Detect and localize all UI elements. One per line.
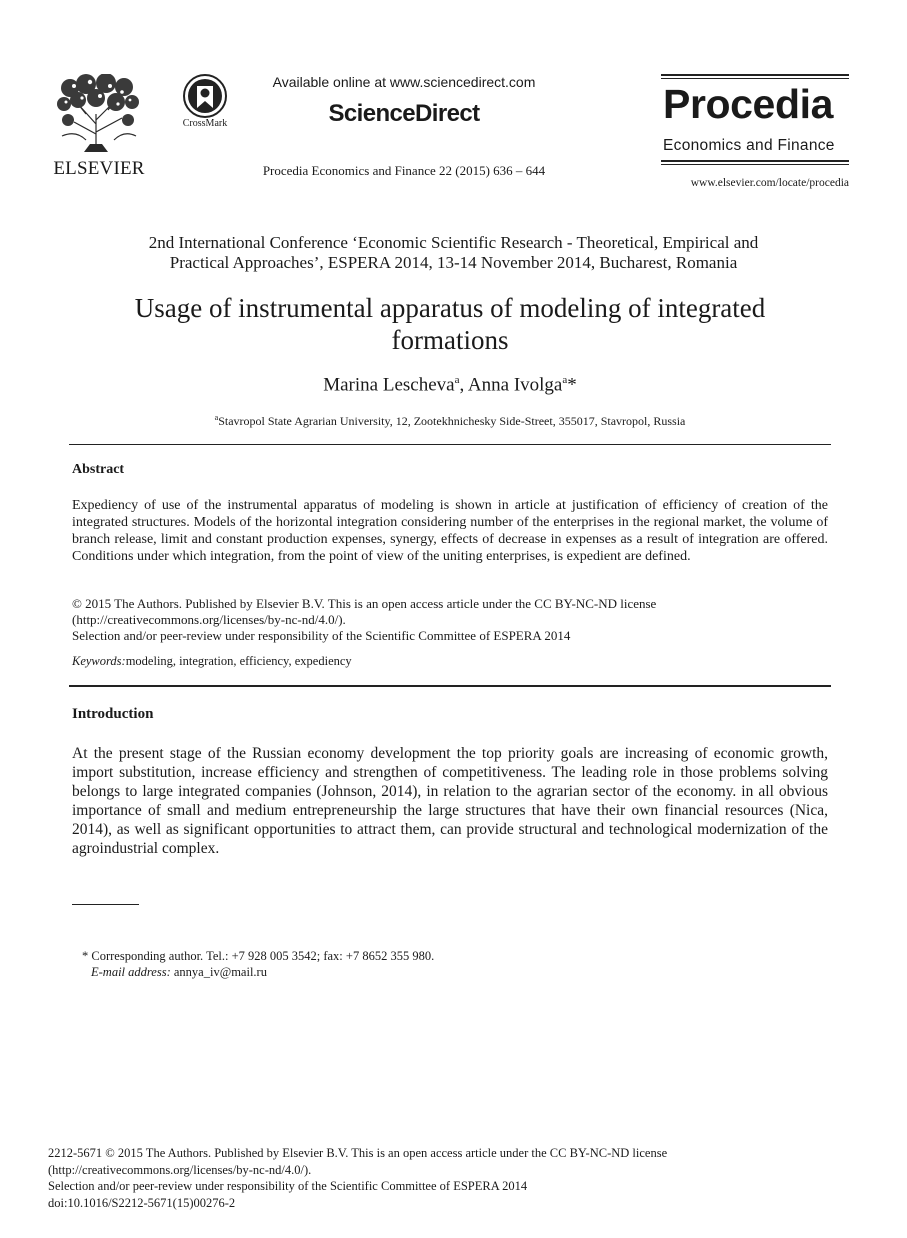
logo-rule: [661, 164, 849, 165]
elsevier-logo: [52, 74, 146, 178]
section-divider: [69, 444, 831, 445]
keywords-label: Keywords:: [72, 654, 126, 668]
footnote: [82, 948, 782, 980]
introduction-heading: Introduction: [72, 706, 154, 722]
crossmark-logo[interactable]: [177, 74, 233, 134]
introduction-body: At the present stage of the Russian economy development the top priority goals are increasing of economic growth, import substitution, increase efficiency and strengthen of competitiveness. The leading role in those problems solving belongs to large integrated companies (Johnson, 2014), in relation to the agrarian sector of the economy. in all obvious importance of small and medium entrepreneurship the large structures that have their own financial resources (Nica, 2014), as well as significant opportunities to attract them, can provide structural and technological modernization of the agroindustrial complex.: [72, 745, 828, 857]
email-label: E-mail address:: [91, 965, 171, 979]
affiliation-marker: a: [454, 374, 460, 386]
copyright-line: © 2015 The Authors. Published by Elsevier B.V. This is an open access article under the CC BY-NC-ND license: [72, 596, 657, 611]
bottom-license-note: [48, 1145, 828, 1211]
conference-name: [60, 233, 847, 273]
affiliation-marker: a: [214, 413, 219, 422]
abstract-heading: Abstract: [72, 462, 125, 477]
journal-url-link[interactable]: www.elsevier.com/locate/procedia: [690, 177, 849, 189]
author-list: [60, 374, 840, 396]
paper-title: [60, 292, 840, 356]
procedia-logo: [661, 74, 849, 192]
license-link[interactable]: (http://creativecommons.org/licenses/by-nc-nd/4.0/).: [48, 1162, 312, 1177]
section-divider: [69, 685, 831, 687]
sciencedirect-logo: ScienceDirect: [328, 100, 480, 127]
author-name: Anna Ivolga: [467, 374, 563, 396]
email-line: [82, 964, 782, 980]
procedia-name: Procedia: [663, 81, 833, 127]
logo-rule: [661, 78, 849, 79]
corresponding-author-line: * Corresponding author. Tel.: +7 928 005 3542; fax: +7 8652 355 980.: [82, 949, 435, 963]
keywords-list: modeling, integration, efficiency, expediency: [125, 654, 352, 668]
review-line: Selection and/or peer-review under responsibility of the Scientific Committee of ESPERA 2014: [48, 1179, 528, 1193]
journal-reference: Procedia Economics and Finance 22 (2015) 636 – 644: [262, 163, 546, 178]
author-separator: ,: [459, 374, 468, 396]
crossmark-label: CrossMark: [182, 118, 228, 129]
conference-line: Practical Approaches’, ESPERA 2014, 13-14 November 2014, Bucharest, Romania: [169, 253, 738, 272]
title-line: Usage of instrumental apparatus of modeling of integrated: [134, 293, 766, 323]
conference-line: 2nd International Conference ‘Economic Scientific Research - Theoretical, Empirical and: [148, 233, 759, 252]
crossmark-icon: [183, 74, 227, 118]
copyright-line: Selection and/or peer-review under responsibility of the Scientific Committee of ESPERA 2014: [72, 628, 571, 643]
author-name: Marina Lescheva: [323, 374, 455, 396]
footnote-divider: [72, 904, 139, 905]
elsevier-tree-icon: [56, 74, 140, 154]
license-link[interactable]: (http://creativecommons.org/licenses/by-nc-nd/4.0/).: [72, 612, 346, 627]
logo-rule: [661, 74, 849, 76]
keywords: [72, 654, 828, 669]
affiliation-marker: a: [562, 374, 568, 386]
procedia-subtitle: Economics and Finance: [663, 137, 835, 154]
doi-link[interactable]: doi:10.1016/S2212-5671(15)00276-2: [48, 1195, 236, 1210]
corresponding-marker: *: [567, 374, 577, 396]
logo-rule: [661, 160, 849, 162]
title-line: formations: [391, 325, 509, 355]
issn-line: 2212-5671 © 2015 The Authors. Published by Elsevier B.V. This is an open access article under the CC BY-NC-ND license: [48, 1146, 668, 1160]
affiliation: [60, 413, 840, 429]
available-online-text: Available online at www.sciencedirect.com: [272, 74, 536, 90]
copyright-notice: [72, 596, 828, 644]
email-address-link[interactable]: annya_iv@mail.ru: [170, 965, 267, 979]
publisher-name: ELSEVIER: [53, 158, 145, 179]
affiliation-text: Stavropol State Agrarian University, 12, Zootekhnichesky Side-Street, 355017, Stavropol, Russia: [218, 414, 686, 428]
abstract-body: Expediency of use of the instrumental apparatus of modeling is shown in article at justification of efficiency of creation of the integrated structures. Models of the horizontal integration considering number of the enterprises in the regional market, the volume of branch release, limit and constant production expenses, synergy, effects of decrease in expenses as a result of integration are offered. Conditions under which integration, from the point of view of the uniting enterprises, is expedient are defined.: [72, 498, 828, 564]
